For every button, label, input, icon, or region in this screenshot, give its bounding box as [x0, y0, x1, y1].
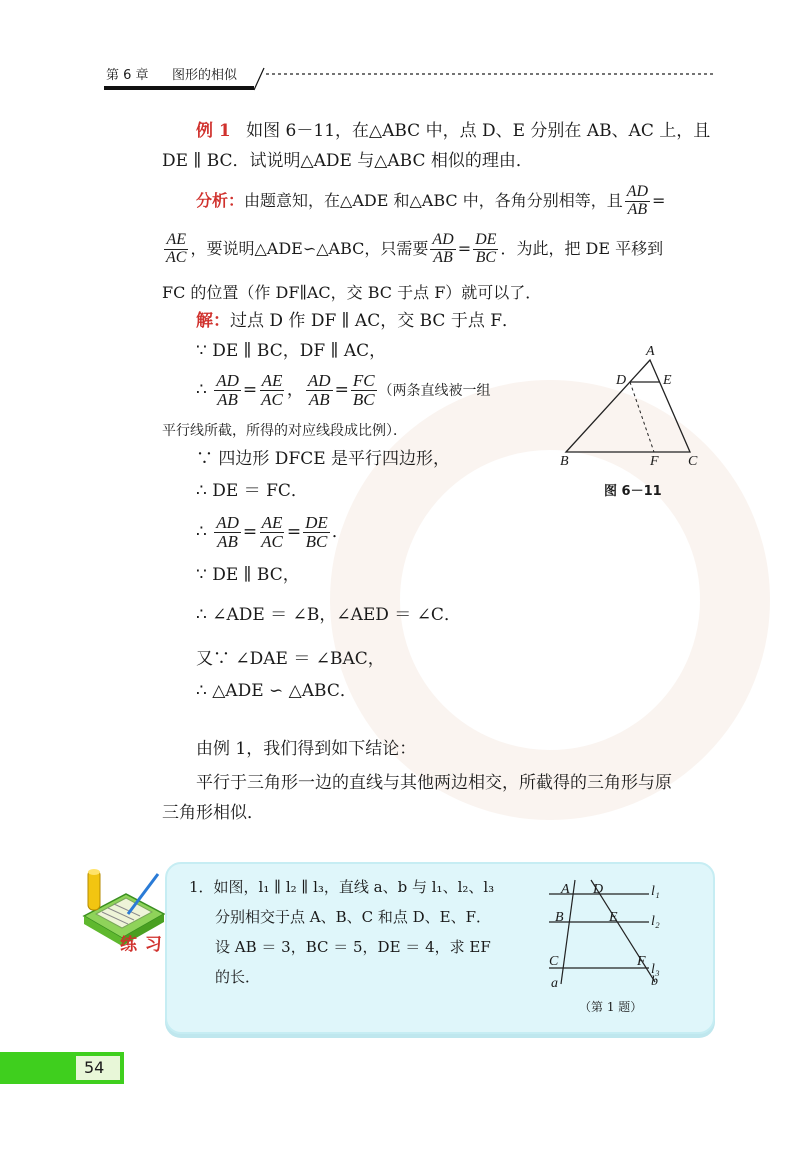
exercise-line-1: 1．如图，l₁ ∥ l₂ ∥ l₃，直线 a、b 与 l₁、l₂、l₃ [189, 878, 495, 896]
figure-6-11 [556, 344, 706, 499]
chapter-header [104, 62, 716, 92]
exercise-line-2: 分别相交于点 A、B、C 和点 D、E、F． [215, 908, 492, 926]
chapter-number: 第 6 章 [106, 68, 149, 83]
ex-label-f: F [637, 954, 646, 969]
conclusion-intro: 由例 1，我们得到如下结论： [196, 739, 417, 759]
solution-line-4: ∵ 四边形 DFCE 是平行四边形， [196, 449, 451, 469]
analysis-fraction-ae-ac: $\frac{AE}{AC}$ [166, 231, 187, 266]
exercise-box [165, 862, 715, 1034]
solution-line-2: ∵ DE ∥ BC，DF ∥ AC， [196, 341, 387, 361]
page-number-bar [0, 1052, 124, 1084]
conclusion-line-2: 三角形相似． [162, 803, 264, 823]
page-number: 54 [84, 1058, 105, 1077]
label-e: E [663, 373, 672, 388]
label-b: B [560, 454, 569, 469]
solution-label: 解： [196, 311, 230, 331]
ex-label-e: E [609, 910, 618, 925]
exercise-badge [76, 866, 176, 956]
example-line-1 [196, 118, 710, 144]
analysis-text-2: ，要说明△ADE∽△ABC，只需要 [190, 238, 429, 258]
ex-label-a: A [561, 882, 570, 897]
analysis-fraction-ad-ab-2: $\frac{AD}{AB}$ [432, 231, 454, 266]
exercise-badge-label: 练 习 [120, 935, 163, 955]
conclusion-line-1: 平行于三角形一边的直线与其他两边相交，所截得的三角形与原 [196, 773, 672, 793]
analysis-label: 分析： [196, 190, 245, 210]
solution-line-7: ∵ DE ∥ BC， [196, 565, 300, 585]
analysis-line-3: FC 的位置（作 DF∥AC，交 BC 于点 F）就可以了． [162, 283, 542, 302]
ex-label-b: B [555, 910, 564, 925]
solution-block [162, 306, 582, 706]
label-f: F [650, 454, 659, 469]
ex-label-c: C [549, 954, 559, 969]
ex-label-l1: l₁ [651, 884, 660, 899]
analysis-line-2 [162, 232, 663, 267]
analysis-text-1: 由题意知，在△ADE 和△ABC 中，各角分别相等，且 [244, 190, 623, 210]
figure-caption: 图 6－11 [604, 484, 662, 499]
label-c: C [688, 454, 698, 469]
solution-line-3b: 平行线所截，所得的对应线段成比例）． [162, 423, 407, 439]
solution-line-10: ∴ △ADE ∽ △ABC． [196, 681, 357, 701]
solution-line-1 [196, 308, 519, 334]
exercise-line-4: 的长． [215, 968, 261, 986]
example-label: 例 1 [196, 121, 231, 141]
exercise-line-3: 设 AB ＝ 3，BC ＝ 5，DE ＝ 4，求 EF [215, 938, 491, 956]
equals-sign: = [652, 190, 666, 210]
ex-label-line-a: a [551, 976, 558, 991]
analysis-block [162, 180, 722, 310]
analysis-fraction-de-bc: $\frac{DE}{BC}$ [475, 231, 497, 266]
label-a: A [646, 344, 655, 359]
conclusion-block [162, 736, 722, 826]
equals-sign: = [457, 238, 472, 258]
chapter-title: 图形的相似 [172, 68, 238, 83]
solution-line-3: ∴ $\frac{AD}{AB}$ = $\frac{AE}{AC}$ ， $\frac{AD}{AB}$ = $\frac{FC}{BC}$ （两条直线被一组 [196, 371, 491, 409]
solution-line-6: ∴ $\frac{AD}{AB}$ = $\frac{AE}{AC}$ = $\frac{DE}{BC}$ ． [196, 513, 349, 551]
example-text-2: DE ∥ BC．试说明△ADE 与△ABC 相似的理由． [162, 151, 533, 171]
ex-label-l3: l₃ [651, 962, 660, 977]
exercise-figure [549, 878, 669, 1018]
solution-text-1: 过点 D 作 DF ∥ AC，交 BC 于点 F． [230, 311, 520, 331]
solution-line-5: ∴ DE ＝ FC． [196, 481, 308, 501]
triangle-diagram [556, 348, 706, 478]
solution-line-9: 又∵ ∠DAE ＝ ∠BAC， [196, 649, 385, 669]
analysis-text-3: ．为此，把 DE 平移到 [500, 238, 664, 258]
ex-label-l2: l₂ [651, 914, 660, 929]
ex-label-d: D [593, 882, 604, 897]
label-d: D [616, 373, 627, 388]
ex-label-line-b: b [651, 974, 658, 989]
solution-line-8: ∴ ∠ADE ＝ ∠B，∠AED ＝ ∠C． [196, 605, 461, 625]
analysis-line-1 [196, 184, 665, 219]
exercise-figure-caption: （第 1 题） [579, 1000, 643, 1014]
example-text-1: 如图 6－11，在△ABC 中，点 D、E 分别在 AB、AC 上，且 [246, 121, 711, 141]
analysis-fraction-ad-ab: $\frac{AD}{AB}$ [626, 183, 649, 218]
